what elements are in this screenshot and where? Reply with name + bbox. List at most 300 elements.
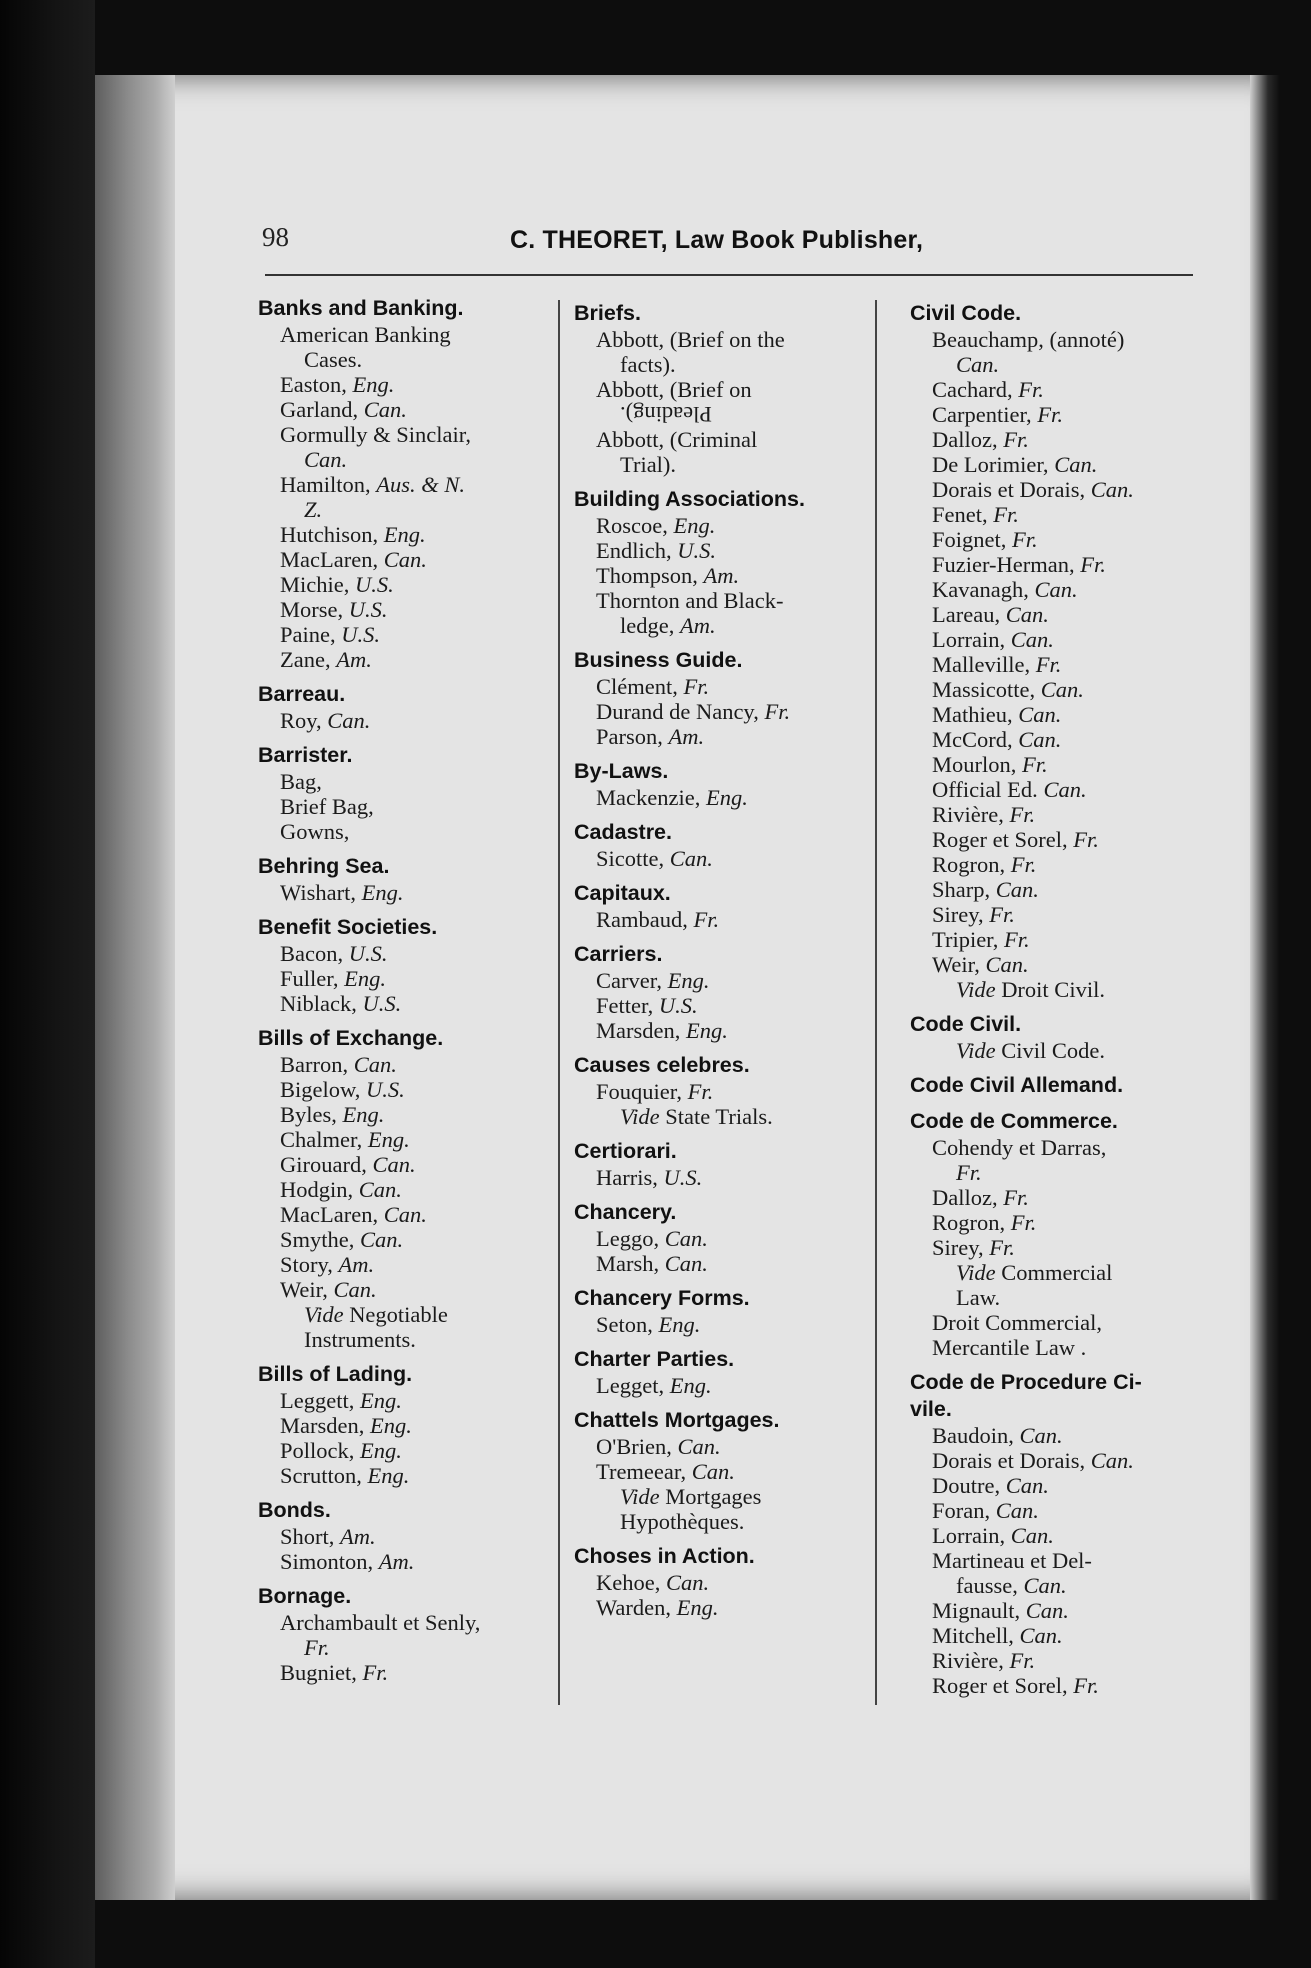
entry-author: Fuller, — [280, 966, 345, 991]
index-entry — [910, 677, 1215, 702]
entry-author: Foran, — [932, 1498, 996, 1523]
section-heading: Cadastre. — [574, 820, 672, 844]
entry-jurisdiction: Fr. — [764, 699, 791, 724]
section-heading: Briefs. — [574, 301, 641, 325]
entry-author: Story, — [280, 1252, 339, 1277]
entry-jurisdiction: Am. — [703, 563, 740, 588]
index-entry — [258, 1610, 558, 1635]
index-entry — [910, 752, 1215, 777]
section-heading: Civil Code. — [910, 301, 1022, 325]
index-entry — [910, 852, 1215, 877]
entry-author: Bag, — [280, 769, 322, 794]
entry-jurisdiction: Fr. — [1010, 852, 1037, 877]
entry-jurisdiction: Can. — [353, 1052, 397, 1077]
entry-jurisdiction: Eng. — [667, 968, 710, 993]
entry-jurisdiction: Fr. — [687, 1079, 714, 1104]
index-entry — [910, 552, 1215, 577]
entry-jurisdiction: Can. — [1018, 727, 1062, 752]
index-entry — [574, 1165, 874, 1190]
index-entry — [574, 846, 874, 871]
index-entry — [574, 674, 874, 699]
index-entry — [620, 402, 712, 427]
index-entry — [910, 527, 1215, 552]
entry-author: Garland, — [280, 397, 364, 422]
entry-author: Rogron, — [932, 852, 1011, 877]
entry-author: Gormully & Sinclair, — [280, 422, 471, 447]
index-entry — [910, 1038, 1215, 1063]
entry-jurisdiction: Fr. — [1080, 552, 1106, 577]
entry-jurisdiction: U.S. — [348, 941, 388, 966]
entry-author: Pollock, — [280, 1438, 361, 1463]
entry-author: Trial). — [620, 452, 677, 477]
entry-jurisdiction: Can. — [360, 1227, 404, 1252]
entry-jurisdiction: Eng. — [676, 1595, 719, 1620]
entry-jurisdiction: Eng. — [658, 1312, 701, 1337]
entry-author: Marsh, — [596, 1251, 665, 1276]
index-section — [574, 1138, 874, 1190]
index-entry — [910, 1135, 1215, 1160]
entry-author: Doutre, — [932, 1473, 1006, 1498]
index-entry — [910, 627, 1215, 652]
index-entry — [910, 1335, 1215, 1360]
entry-jurisdiction: Fr. — [1012, 527, 1038, 552]
entry-author: Zane, — [280, 647, 337, 672]
entry-jurisdiction: Fr. — [1003, 427, 1029, 452]
entry-author: Weir, — [932, 952, 986, 977]
index-entry — [910, 427, 1215, 452]
index-entry — [910, 977, 1215, 1002]
entry-author: Short, — [280, 1524, 341, 1549]
index-entry — [574, 613, 874, 638]
section-heading: By-Laws. — [574, 759, 669, 783]
entry-author: Tripier, — [932, 927, 1005, 952]
entry-jurisdiction: U.S. — [341, 622, 380, 647]
entry-author: Sharp, — [932, 877, 996, 902]
entry-author: Fuzier-Herman, — [932, 552, 1081, 577]
index-entry — [910, 502, 1215, 527]
entry-jurisdiction: Can. — [985, 952, 1029, 977]
index-entry — [258, 708, 558, 733]
section-heading: Code de Procedure Ci- vile. — [910, 1370, 1142, 1421]
section-heading: Bornage. — [258, 1584, 352, 1608]
entry-author: Wishart, — [280, 880, 362, 905]
index-section — [258, 295, 558, 672]
entry-author: American Banking — [280, 322, 451, 347]
index-entry — [258, 1463, 558, 1488]
entry-jurisdiction: Can. — [363, 397, 407, 422]
index-section — [258, 1583, 558, 1685]
index-entry — [574, 1434, 874, 1459]
index-column-3 — [910, 300, 1215, 1707]
entry-author: Sirey, — [932, 1235, 990, 1260]
index-entry — [910, 327, 1215, 352]
section-heading: Certiorari. — [574, 1139, 677, 1163]
entry-jurisdiction: U.S. — [362, 991, 402, 1016]
index-entry — [574, 907, 874, 932]
entry-jurisdiction: Can. — [691, 1459, 735, 1484]
index-section — [574, 1407, 874, 1534]
index-section — [258, 1361, 558, 1488]
index-entry — [910, 652, 1215, 677]
entry-author: Thompson, — [596, 563, 704, 588]
index-section — [910, 1369, 1215, 1698]
column-divider — [558, 300, 560, 1705]
index-entry — [574, 1459, 874, 1484]
entry-author: Seton, — [596, 1312, 659, 1337]
entry-jurisdiction: Can. — [1090, 477, 1134, 502]
index-entry — [910, 1473, 1215, 1498]
entry-jurisdiction: Can. — [327, 708, 371, 733]
entry-author: Roy, — [280, 708, 328, 733]
entry-author: Fetter, — [596, 993, 659, 1018]
entry-jurisdiction: Eng. — [685, 1018, 728, 1043]
index-entry — [258, 1252, 558, 1277]
entry-author: Droit Civil. — [995, 977, 1105, 1002]
index-section — [910, 300, 1215, 1002]
section-heading: Bills of Lading. — [258, 1362, 413, 1386]
entry-jurisdiction: Can. — [1019, 1623, 1063, 1648]
entry-jurisdiction: Eng. — [361, 880, 404, 905]
index-entry — [574, 724, 874, 749]
entry-author: Michie, — [280, 572, 355, 597]
entry-author: Warden, — [596, 1595, 677, 1620]
entry-jurisdiction: Fr. — [1003, 1185, 1029, 1210]
index-entry — [574, 1104, 874, 1129]
index-entry — [910, 1498, 1215, 1523]
entry-author: Hutchison, — [280, 522, 384, 547]
entry-author: Smythe, — [280, 1227, 361, 1252]
index-entry — [574, 1251, 874, 1276]
index-entry — [910, 1573, 1215, 1598]
index-entry — [258, 1277, 558, 1302]
entry-jurisdiction: Eng. — [369, 1413, 412, 1438]
entry-author: Rambaud, — [596, 907, 694, 932]
entry-jurisdiction: Fr. — [1009, 802, 1036, 827]
entry-author: Massicotte, — [932, 677, 1041, 702]
index-entry — [910, 1548, 1215, 1573]
index-entry — [258, 572, 558, 597]
index-entry — [910, 1423, 1215, 1448]
index-entry — [258, 522, 558, 547]
entry-author: Malleville, — [932, 652, 1036, 677]
index-entry — [910, 902, 1215, 927]
index-entry — [258, 1327, 558, 1352]
entry-author: MacLaren, — [280, 1202, 384, 1227]
index-entry — [910, 377, 1215, 402]
index-entry — [910, 477, 1215, 502]
entry-jurisdiction: Am. — [338, 1252, 375, 1277]
entry-author: Droit Commercial, — [932, 1310, 1102, 1335]
index-entry — [258, 397, 558, 422]
entry-author: Brief Bag, — [280, 794, 374, 819]
entry-jurisdiction: Fr. — [304, 1635, 330, 1660]
index-section — [258, 742, 558, 844]
index-entry — [574, 1570, 874, 1595]
index-entry — [574, 968, 874, 993]
index-entry — [910, 402, 1215, 427]
entry-author: Barron, — [280, 1052, 354, 1077]
entry-author: O'Brien, — [596, 1434, 678, 1459]
entry-author: Endlich, — [596, 538, 678, 563]
entry-jurisdiction: Can. — [358, 1177, 402, 1202]
index-entry — [574, 1484, 874, 1509]
index-entry — [258, 1413, 558, 1438]
entry-author: Tremeear, — [596, 1459, 692, 1484]
index-entry — [910, 702, 1215, 727]
entry-jurisdiction: Can. — [1040, 677, 1084, 702]
entry-author: Mortgages — [659, 1484, 762, 1509]
index-entry — [910, 1448, 1215, 1473]
index-entry — [258, 1549, 558, 1574]
section-heading: Barrister. — [258, 743, 353, 767]
entry-jurisdiction: Eng. — [383, 522, 426, 547]
section-heading: Business Guide. — [574, 648, 743, 672]
entry-author: Instruments. — [304, 1327, 416, 1352]
entry-jurisdiction: Eng. — [342, 1102, 385, 1127]
index-entry — [258, 1227, 558, 1252]
entry-jurisdiction: Can. — [995, 1498, 1039, 1523]
entry-author: Abbott, (Criminal — [596, 427, 758, 452]
entry-author: Carpentier, — [932, 402, 1038, 427]
index-entry — [910, 927, 1215, 952]
entry-author: Bigelow, — [280, 1077, 367, 1102]
entry-jurisdiction: Fr. — [956, 1160, 982, 1185]
entry-jurisdiction: Can. — [1019, 1423, 1063, 1448]
entry-author: Pleading). — [620, 402, 712, 427]
index-section — [910, 1011, 1215, 1063]
entry-author: Girouard, — [280, 1152, 373, 1177]
index-section — [574, 1052, 874, 1129]
entry-jurisdiction: Can. — [1005, 1473, 1049, 1498]
entry-author: Kavanagh, — [932, 577, 1035, 602]
index-entry — [258, 322, 558, 347]
index-section — [258, 1497, 558, 1574]
index-section — [574, 758, 874, 810]
section-heading: Capitaux. — [574, 881, 671, 905]
index-entry — [258, 794, 558, 819]
entry-jurisdiction: Am. — [679, 613, 716, 638]
entry-jurisdiction: Can. — [1025, 1598, 1069, 1623]
scan-background — [0, 0, 95, 1968]
entry-author: Leggett, — [280, 1388, 360, 1413]
vide-label: Vide — [620, 1104, 660, 1129]
entry-author: Law. — [956, 1285, 1001, 1310]
entry-author: Gowns, — [280, 819, 350, 844]
entry-author: Scrutton, — [280, 1463, 368, 1488]
entry-author: ledge, — [620, 613, 680, 638]
entry-jurisdiction: Fr. — [989, 1235, 1015, 1260]
index-entry — [258, 647, 558, 672]
index-entry — [258, 472, 558, 497]
index-entry — [574, 1226, 874, 1251]
index-entry — [258, 372, 558, 397]
entry-jurisdiction: Can. — [1054, 452, 1098, 477]
index-entry — [910, 952, 1215, 977]
entry-jurisdiction: U.S. — [677, 538, 716, 563]
section-heading: Carriers. — [574, 942, 663, 966]
entry-jurisdiction: Eng. — [705, 785, 748, 810]
index-entry — [910, 1235, 1215, 1260]
index-entry — [258, 880, 558, 905]
section-heading: Building Associations. — [574, 487, 805, 511]
index-entry — [574, 1079, 874, 1104]
index-entry — [910, 1648, 1215, 1673]
entry-author: Civil Code. — [995, 1038, 1105, 1063]
entry-author: Roger et Sorel, — [932, 1673, 1074, 1698]
entry-jurisdiction: Am. — [340, 1524, 376, 1549]
entry-jurisdiction: Fr. — [1073, 1673, 1099, 1698]
entry-author: Mercantile Law . — [932, 1335, 1087, 1360]
entry-author: Beauchamp, (annoté) — [932, 327, 1125, 352]
section-heading: Benefit Societies. — [258, 915, 438, 939]
entry-author: Hamilton, — [280, 472, 377, 497]
index-section — [574, 1285, 874, 1337]
entry-jurisdiction: Can. — [664, 1226, 708, 1251]
entry-author: Dalloz, — [932, 1185, 1004, 1210]
entry-author: Cases. — [304, 347, 363, 372]
running-head: C. THEORET, Law Book Publisher, — [510, 226, 924, 254]
section-heading: Barreau. — [258, 682, 346, 706]
entry-author: Weir, — [280, 1277, 334, 1302]
entry-jurisdiction: U.S. — [354, 572, 394, 597]
index-entry — [910, 577, 1215, 602]
entry-jurisdiction: U.S. — [658, 993, 698, 1018]
entry-jurisdiction: Am. — [336, 647, 372, 672]
index-entry — [574, 1312, 874, 1337]
entry-jurisdiction: Can. — [383, 547, 427, 572]
section-heading: Bonds. — [258, 1498, 331, 1522]
index-entry — [258, 1302, 558, 1327]
section-heading: Code Civil Allemand. — [910, 1073, 1124, 1097]
entry-author: Fenet, — [932, 502, 994, 527]
entry-jurisdiction: Can. — [665, 1570, 710, 1595]
entry-author: Durand de Nancy, — [596, 699, 765, 724]
entry-author: Negotiable — [343, 1302, 448, 1327]
entry-author: Marsden, — [280, 1413, 370, 1438]
index-entry — [574, 699, 874, 724]
index-entry — [258, 622, 558, 647]
entry-author: facts). — [620, 352, 676, 377]
index-entry — [910, 352, 1215, 377]
index-section — [574, 819, 874, 871]
index-entry — [258, 422, 558, 447]
entry-jurisdiction: Fr. — [1035, 652, 1062, 677]
entry-jurisdiction: Fr. — [693, 907, 720, 932]
index-entry — [910, 602, 1215, 627]
index-entry — [910, 727, 1215, 752]
section-heading: Code Civil. — [910, 1012, 1022, 1036]
index-entry — [574, 327, 874, 352]
entry-author: McCord, — [932, 727, 1019, 752]
index-entry — [910, 1160, 1215, 1185]
entry-jurisdiction: Can. — [1090, 1448, 1134, 1473]
vide-label: Vide — [956, 977, 996, 1002]
entry-author: Archambault et Senly, — [280, 1610, 481, 1635]
section-heading: Chancery. — [574, 1200, 677, 1224]
index-entry — [258, 1102, 558, 1127]
page-edge-shadow — [1250, 75, 1280, 1900]
index-entry — [910, 1185, 1215, 1210]
entry-jurisdiction: Can. — [669, 846, 713, 871]
index-entry — [258, 347, 558, 372]
index-entry — [910, 1210, 1215, 1235]
index-section — [910, 1108, 1215, 1360]
entry-author: Mignault, — [932, 1598, 1026, 1623]
index-entry — [258, 1127, 558, 1152]
index-entry — [258, 497, 558, 522]
vide-label: Vide — [956, 1260, 996, 1285]
entry-author: Kehoe, — [596, 1570, 666, 1595]
entry-jurisdiction: Am. — [378, 1549, 415, 1574]
entry-author: Byles, — [280, 1102, 343, 1127]
index-entry — [258, 966, 558, 991]
section-heading: Causes celebres. — [574, 1053, 750, 1077]
entry-author: Thornton and Black- — [596, 588, 784, 613]
entry-jurisdiction: Fr. — [362, 1660, 389, 1685]
entry-author: Morse, — [280, 597, 349, 622]
entry-author: Rivière, — [932, 1648, 1010, 1673]
index-section — [258, 853, 558, 905]
entry-author: Lareau, — [932, 602, 1006, 627]
entry-author: Roger et Sorel, — [932, 827, 1074, 852]
entry-author: Dorais et Dorais, — [932, 1448, 1091, 1473]
entry-author: Abbott, (Brief on — [596, 377, 752, 402]
vide-label: Vide — [304, 1302, 344, 1327]
index-entry — [258, 1438, 558, 1463]
index-entry — [258, 1388, 558, 1413]
entry-jurisdiction: Can. — [1034, 577, 1078, 602]
entry-jurisdiction: Can. — [677, 1434, 721, 1459]
index-entry — [574, 352, 874, 377]
entry-author: fausse, — [956, 1573, 1024, 1598]
entry-author: Official Ed. — [932, 777, 1044, 802]
index-entry — [574, 1373, 874, 1398]
entry-author: Mitchell, — [932, 1623, 1020, 1648]
section-heading: Banks and Banking. — [258, 296, 464, 320]
index-section — [574, 941, 874, 1043]
entry-author: Bugniet, — [280, 1660, 363, 1685]
entry-author: Niblack, — [280, 991, 363, 1016]
entry-author: Sirey, — [932, 902, 990, 927]
index-section — [910, 1072, 1215, 1099]
entry-author: Sicotte, — [596, 846, 670, 871]
entry-jurisdiction: Fr. — [1022, 752, 1048, 777]
page-spine-shadow — [95, 75, 175, 1900]
entry-author: Dalloz, — [932, 427, 1004, 452]
entry-author: Dorais et Dorais, — [932, 477, 1091, 502]
entry-author: Fouquier, — [596, 1079, 688, 1104]
entry-jurisdiction: U.S. — [366, 1077, 405, 1102]
entry-jurisdiction: Fr. — [993, 502, 1019, 527]
entry-jurisdiction: Eng. — [367, 1127, 410, 1152]
entry-jurisdiction: Can. — [1023, 1573, 1067, 1598]
entry-author: Lorrain, — [932, 1523, 1011, 1548]
entry-jurisdiction: Fr. — [1037, 402, 1063, 427]
index-entry — [258, 769, 558, 794]
entry-author: Easton, — [280, 372, 353, 397]
index-entry — [258, 819, 558, 844]
entry-author: Simonton, — [280, 1549, 379, 1574]
index-column-2 — [574, 300, 874, 1629]
index-section — [258, 1025, 558, 1352]
index-entry — [574, 1018, 874, 1043]
column-divider — [875, 300, 877, 1705]
entry-jurisdiction: Fr. — [683, 674, 710, 699]
index-entry — [574, 513, 874, 538]
index-entry — [258, 1052, 558, 1077]
entry-author: Rogron, — [932, 1210, 1011, 1235]
entry-jurisdiction: Fr. — [1073, 827, 1099, 852]
